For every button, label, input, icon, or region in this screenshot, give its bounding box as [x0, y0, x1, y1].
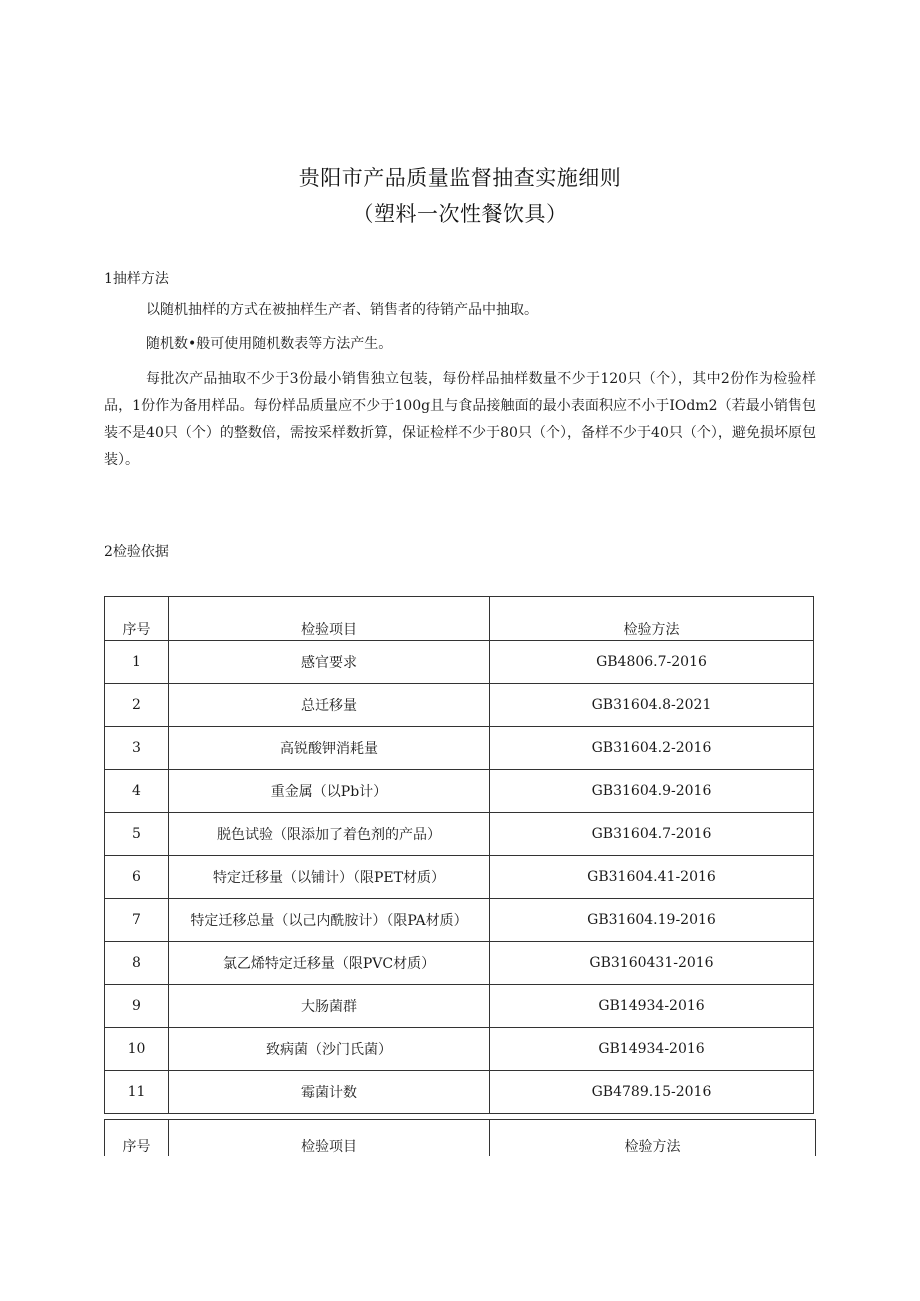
- table-header-row: [105, 1120, 816, 1157]
- cell-item: 高锐酸钾消耗量: [169, 727, 490, 770]
- cell-item: 脱色试验（限添加了着色剂的产品）: [169, 813, 490, 856]
- cell-method: GB4806.7-2016: [490, 641, 814, 684]
- table-row: [105, 641, 814, 684]
- table-row: [105, 856, 814, 899]
- document-title: 贵阳市产品质量监督抽查实施细则: [298, 166, 622, 190]
- cell-no: 2: [105, 684, 169, 727]
- cell-item: 特定迁移量（以铺计）（限PET材质）: [169, 856, 490, 899]
- cell-method: GB31604.7-2016: [490, 813, 814, 856]
- cell-item: 感官要求: [169, 641, 490, 684]
- cell-item: 大肠菌群: [169, 985, 490, 1028]
- cell-method: GB31604.19-2016: [490, 899, 814, 942]
- cell-item: 氯乙烯特定迁移量（限PVC材质）: [169, 942, 490, 985]
- cell-item: 霉菌计数: [169, 1071, 490, 1114]
- cell-item: 特定迁移总量（以己内酰胺计）（限PA材质）: [169, 899, 490, 942]
- header-cell-method: 检验方法: [490, 1120, 816, 1157]
- cell-method: GB14934-2016: [490, 985, 814, 1028]
- section-heading-sampling: 1抽样方法: [104, 271, 169, 287]
- cell-method: GB31604.9-2016: [490, 770, 814, 813]
- cell-method: GB3160431-2016: [490, 942, 814, 985]
- cell-no: 5: [105, 813, 169, 856]
- table-row: [105, 684, 814, 727]
- table-row: [105, 1028, 814, 1071]
- cell-method: GB4789.15-2016: [490, 1071, 814, 1114]
- cell-method: GB31604.8-2021: [490, 684, 814, 727]
- sampling-paragraph: 以随机抽样的方式在被抽样生产者、销售者的待销产品中抽取。: [146, 302, 538, 318]
- table-row: [105, 899, 814, 942]
- table-row: [105, 727, 814, 770]
- table-row: [105, 813, 814, 856]
- sampling-paragraph: 随机数•般可使用随机数表等方法产生。: [146, 336, 393, 352]
- cell-no: 6: [105, 856, 169, 899]
- cell-no: 10: [105, 1028, 169, 1071]
- cell-no: 11: [105, 1071, 169, 1114]
- cell-item: 重金属（以Pb计）: [169, 770, 490, 813]
- section-heading-basis: 2检验依据: [104, 544, 169, 560]
- cell-method: GB14934-2016: [490, 1028, 814, 1071]
- cell-no: 3: [105, 727, 169, 770]
- header-cell-no: 序号: [105, 597, 169, 641]
- cell-no: 4: [105, 770, 169, 813]
- sampling-paragraph: 每批次产品抽取不少于3份最小销售独立包装，每份样品抽样数量不少于120只（个），其中2份作为检验样品，1份作为备用样品。每份样品质量应不少于100g且与食品接触面的最小表面积应不小于IOdm2（若最小销售包装不是40只（个）的整数倍，需按采样数折算，保证检样不少于80只（个），备样不少于40只（个），避免损坏原包装）。: [104, 371, 816, 468]
- cell-no: 8: [105, 942, 169, 985]
- cell-no: 7: [105, 899, 169, 942]
- table-row: [105, 1071, 814, 1114]
- header-cell-no: 序号: [105, 1120, 169, 1157]
- cell-no: 9: [105, 985, 169, 1028]
- table-row: [105, 770, 814, 813]
- header-cell-method: 检验方法: [490, 597, 814, 641]
- cell-method: GB31604.41-2016: [490, 856, 814, 899]
- table-row: [105, 985, 814, 1028]
- cell-item: 致病菌（沙门氏菌）: [169, 1028, 490, 1071]
- inspection-table-continued-header: [104, 1119, 816, 1156]
- cell-no: 1: [105, 641, 169, 684]
- header-cell-item: 检验项目: [169, 1120, 490, 1157]
- inspection-table: [104, 596, 814, 1114]
- cell-item: 总迁移量: [169, 684, 490, 727]
- table-row: [105, 942, 814, 985]
- cell-method: GB31604.2-2016: [490, 727, 814, 770]
- header-cell-item: 检验项目: [169, 597, 490, 641]
- document-subtitle: （塑料一次性餐饮具）: [352, 202, 568, 226]
- table-header-row: [105, 597, 814, 641]
